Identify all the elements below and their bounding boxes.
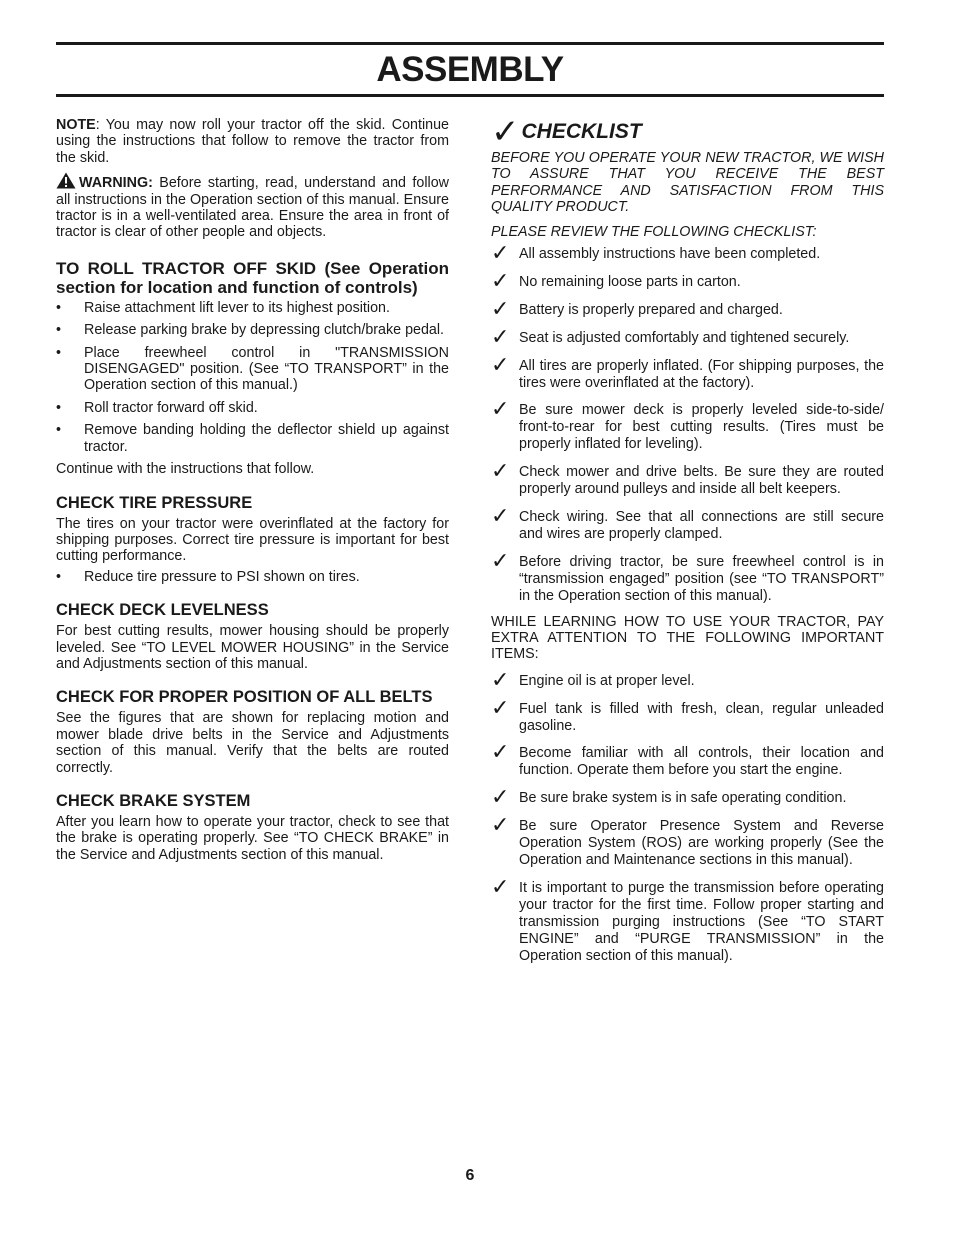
checklist-item: ✓ Before driving tractor, be sure freewheel control is in “transmission engaged” position (see “TO TRANSPORT” in the Operation section of this manual). [491,548,884,604]
checklist-title: CHECKLIST [521,120,642,143]
list-item: • Remove banding holding the deflector shield up against tractor. [56,422,449,455]
checkmark-icon: ✓ [491,504,510,529]
checkmark-icon: ✓ [491,667,510,693]
page-number: 6 [465,1167,475,1184]
belts-text: See the figures that are shown for replacing motion and mower blade drive belts in the Service and Adjustments section of this manual. Verify that the belts are routed correctly. [56,710,449,776]
warning-paragraph [56,172,449,241]
header-top-rule [56,42,884,45]
tire-steps-list [56,569,449,585]
checklist-item: ✓ Fuel tank is filled with fresh, clean, regular unleaded gasoline. [491,695,884,734]
checkmark-icon: ✓ [491,785,510,811]
list-item: • Place freewheel control in "TRANSMISSION DISENGAGED" position. (See “TO TRANSPORT” in the Operation section of this manual.) [56,344,449,394]
checkmark-icon: ✓ [491,324,510,350]
checkmark-icon: ✓ [491,548,510,574]
note-text: : You may now roll your tractor off the skid. Continue using the instructions that follow to remove the tractor from the skid. [56,117,449,166]
checklist-item: ✓ Become familiar with all controls, their location and function. Operate them before you start the engine. [491,740,884,779]
warning-label: WARNING: [79,175,153,192]
checkmark-icon: ✓ [491,874,510,900]
note-label: NOTE [56,117,96,133]
important-items [491,667,884,965]
right-column [491,112,884,975]
belts-heading: CHECK FOR PROPER POSITION OF ALL BELTS [56,688,433,707]
brake-text: After you learn how to operate your tractor, check to see that the brake is operating properly. See “TO CHECK BRAKE” in the Service and Adjustments section of this manual. [56,813,449,863]
checklist-item: ✓ Engine oil is at proper level. [491,667,695,693]
deck-levelness-text: For best cutting results, mower housing should be properly leveled. See “TO LEVEL MOWER HOUSING” in the Service and Adjustments section of this manual. [56,623,449,672]
checklist-items [491,241,884,605]
checkmark-icon: ✓ [491,352,510,378]
warning-text: Before starting, read, understand and follow all instructions in the Operation section of this manual. Ensure tractor is in a well-ventilated area. Ensure the area in front of tractor is clear of other people and objects. [56,175,449,241]
checklist-item: ✓ Be sure mower deck is properly leveled side-to-side/ front-to-rear for best cutting results. (Tires must be properly inflated for leveling). [491,397,884,453]
checklist-item: ✓ Be sure brake system is in safe operating condition. [491,785,847,811]
checklist-item: ✓ Check wiring. See that all connections are still secure and wires are properly clamped. [491,504,884,542]
list-item: • Reduce tire pressure to PSI shown on tires. [56,568,360,585]
checklist-item: ✓ All assembly instructions have been completed. [491,241,821,267]
checklist-item: ✓ No remaining loose parts in carton. [491,268,741,294]
checklist-item: ✓ All tires are properly inflated. (For shipping purposes, the tires were overinflated at the factory). [491,352,884,391]
checkmark-icon: ✓ [491,740,510,766]
checklist-header [491,112,884,152]
checkmark-icon: ✓ [491,112,520,152]
while-learning-text: WHILE LEARNING HOW TO USE YOUR TRACTOR, PAY EXTRA ATTENTION TO THE FOLLOWING IMPORTANT ITEMS: [491,613,884,663]
list-item: • Raise attachment lift lever to its highest position. [56,299,390,316]
deck-levelness-heading: CHECK DECK LEVELNESS [56,601,269,620]
checklist-review: PLEASE REVIEW THE FOLLOWING CHECKLIST: [491,223,817,240]
checklist-item: ✓ Battery is properly prepared and charged. [491,296,783,322]
list-item: • Release parking brake by depressing clutch/brake pedal. [56,322,445,339]
checkmark-icon: ✓ [491,268,510,294]
list-item: • Roll tractor forward off skid. [56,399,258,416]
note-paragraph [56,117,449,166]
checklist-intro: BEFORE YOU OPERATE YOUR NEW TRACTOR, WE WISH TO ASSURE THAT YOU RECEIVE THE BEST PERFORMANCE AND SATISFACTION FROM THIS QUALITY PRODUCT. [491,150,884,216]
checklist-item: ✓ Seat is adjusted comfortably and tightened securely. [491,324,850,350]
left-column [56,117,449,867]
checklist-item: ✓ Be sure Operator Presence System and Reverse Operation System (ROS) are working properly (See the Operation and Maintenance sections in this manual). [491,813,884,868]
checkmark-icon: ✓ [491,397,510,423]
checkmark-icon: ✓ [491,695,510,721]
header-bottom-rule [56,94,884,97]
brake-heading: CHECK BRAKE SYSTEM [56,791,251,810]
checkmark-icon: ✓ [491,296,510,322]
roll-steps-list [56,300,449,455]
checklist-item: ✓ It is important to purge the transmission before operating your tractor for the first time. Follow proper starting and transmission purging instructions (See “TO START ENGINE” and “PURGE TRANSMISSION” in the Operation section of this manual). [491,874,884,964]
checklist-item: ✓ Check mower and drive belts. Be sure they are routed properly around pulleys and inside all belt keepers. [491,459,884,498]
warning-triangle-icon [56,172,76,189]
roll-tractor-heading: TO ROLL TRACTOR OFF SKID (See Operation section for location and function of controls) [56,258,449,298]
checkmark-icon: ✓ [491,813,510,839]
checkmark-icon: ✓ [491,459,510,485]
tire-pressure-text: The tires on your tractor were overinflated at the factory for shipping purposes. Correct tire pressure is important for best cutting performance. [56,515,449,565]
continue-text: Continue with the instructions that follow. [56,461,315,478]
checkmark-icon: ✓ [491,241,510,267]
page-title: ASSEMBLY [376,50,564,89]
tire-pressure-heading: CHECK TIRE PRESSURE [56,493,253,512]
